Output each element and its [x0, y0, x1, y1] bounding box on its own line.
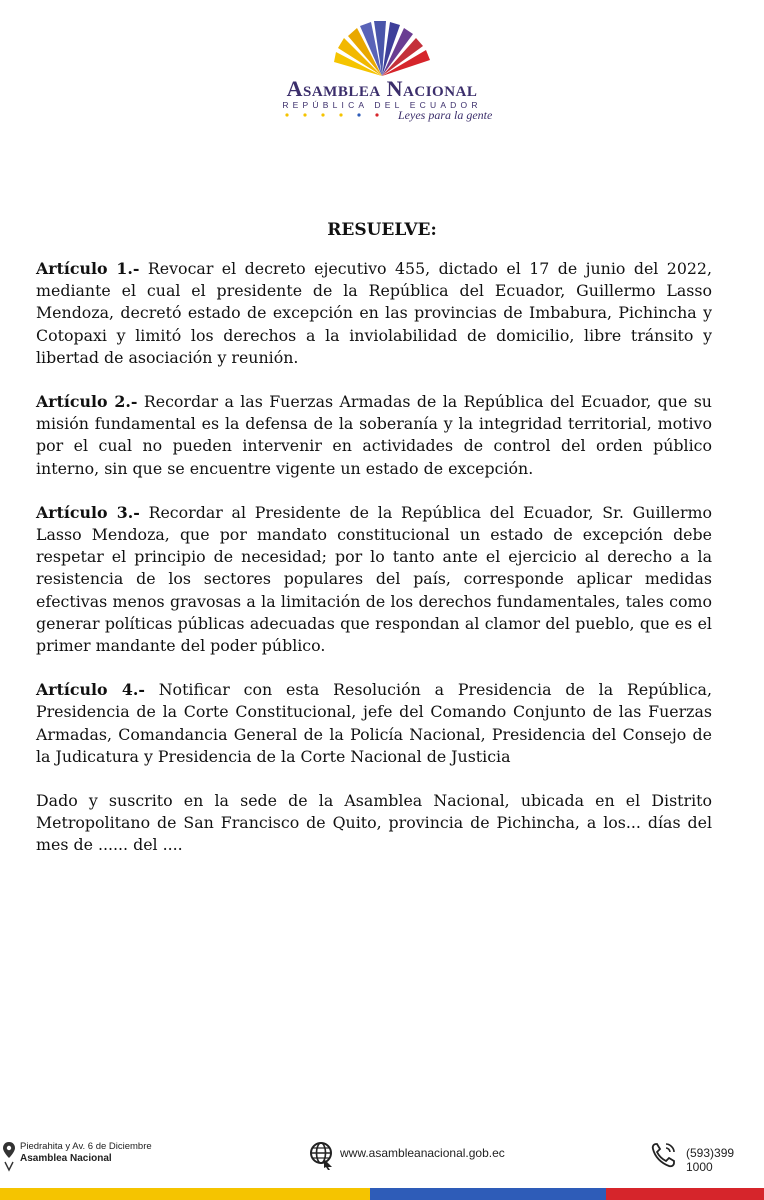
- article-label: Artículo 2.-: [36, 392, 138, 412]
- article-1: [36, 258, 712, 369]
- article-2: [36, 391, 712, 480]
- document-body: [36, 258, 712, 879]
- article-3: [36, 502, 712, 657]
- article-label: Artículo 1.-: [36, 259, 140, 278]
- location-pin-icon: [2, 1140, 16, 1174]
- flag-color-bar: [0, 1188, 764, 1200]
- flag-bar-blue: [370, 1188, 606, 1200]
- footer-address-line1: Piedrahita y Av. 6 de Diciembre: [20, 1141, 152, 1152]
- article-label: Artículo 4.-: [36, 680, 145, 700]
- article-text: Revocar el decreto ejecutivo 455, dictado el 17 de junio del 2022, mediante el cual el presidente de la República del Ecuador, Guillermo Lasso Mendoza, decretó estado de excepción en las provincias de Imbabura, Pichincha y Cotopaxi y limitó los derechos a la inviolabilidad de domicilio, libre tránsito y libertad de asociación y reunión.: [36, 259, 712, 367]
- footer-website-link[interactable]: www.asambleanacional.gob.ec: [340, 1146, 505, 1160]
- document-title: RESUELVE:: [327, 220, 437, 240]
- footer-phone: (593)399 1000: [686, 1146, 735, 1174]
- flag-bar-red: [606, 1188, 764, 1200]
- article-text: Recordar a las Fuerzas Armadas de la República del Ecuador, que su misión fundamental es la defensa de la soberanía y la integridad territorial, motivo por el cual no pueden intervenir en actividades de control del orden público interno, sin que se encuentre vigente un estado de excepción.: [36, 392, 712, 478]
- closing-paragraph: Dado y suscrito en la sede de la Asamblea Nacional, ubicada en el Distrito Metropolitano de San Francisco de Quito, provincia de Pichincha, a los... días del mes de ...... del ....: [36, 791, 712, 855]
- flag-bar-yellow: [0, 1188, 370, 1200]
- article-4: [36, 679, 712, 768]
- globe-icon: [308, 1140, 334, 1170]
- footer-address-line2: Asamblea Nacional: [20, 1153, 112, 1164]
- article-label: Artículo 3.-: [36, 502, 140, 522]
- brand-subtitle: REPÚBLICA DEL ECUADOR: [282, 100, 482, 110]
- phone-icon: [650, 1140, 678, 1170]
- letterhead: [0, 0, 764, 150]
- article-text: Notificar con esta Resolución a Presidencia de la República, Presidencia de la Corte Constitucional, jefe del Comando Conjunto de las Fuerzas Armadas, Comandancia General de la Policía Nacional, Presidencia del Consejo de la Judicatura y Presidencia de la Corte Nacional de Justicia: [36, 680, 712, 766]
- decorative-dots-icon: [284, 112, 394, 118]
- assembly-logo-icon: [330, 20, 434, 78]
- tagline: Leyes para la gente: [398, 108, 493, 122]
- brand-name: Asamblea Nacional: [286, 76, 478, 101]
- article-text: Recordar al Presidente de la República del Ecuador, Sr. Guillermo Lasso Mendoza, que por mandato constitucional un estado de excepción debe respetar el principio de necesidad; por lo tanto ante el ejercicio al derecho a la resistencia de los sectores populares del país, corresponde aplicar medidas efectivas menos gravosas a la limitación de los derechos fundamentales, tales como generar políticas públicas adecuadas que respondan al clamor del pueblo, que es el primer mandante del poder público.: [36, 502, 712, 656]
- footer: [0, 1130, 764, 1200]
